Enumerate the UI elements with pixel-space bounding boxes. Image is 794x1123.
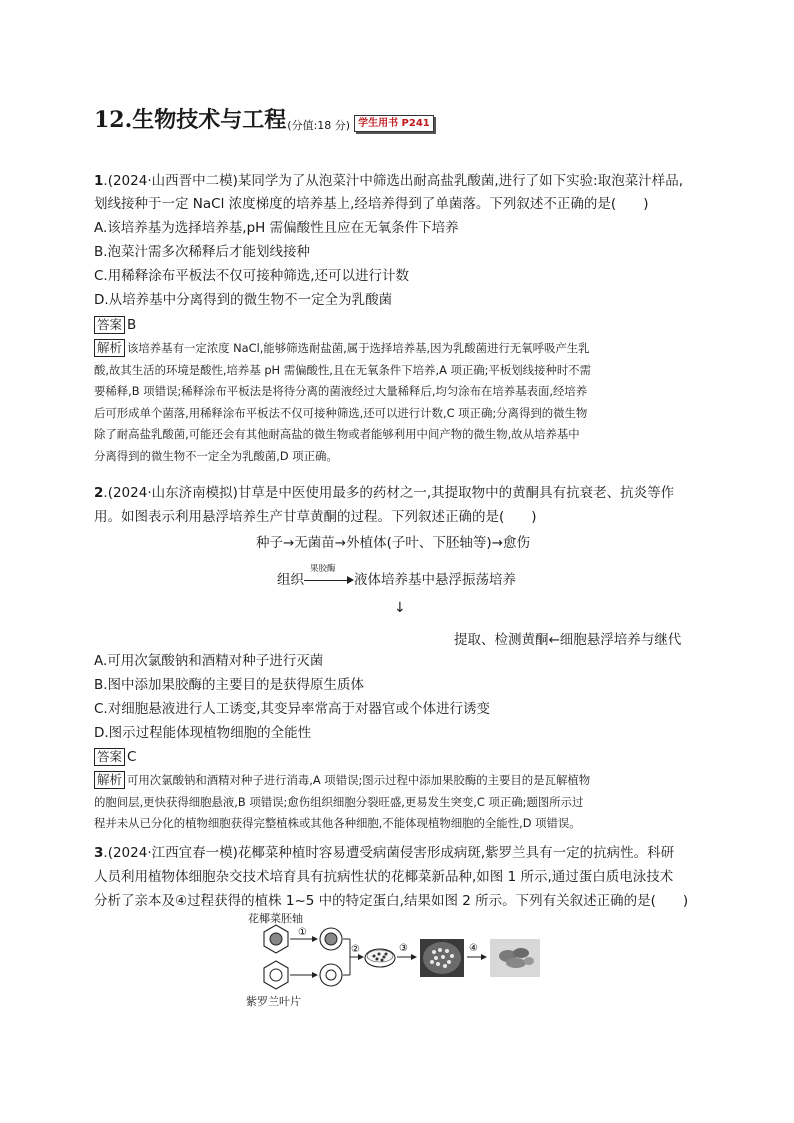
q1-option-a: A.该培养基为选择培养基,pH 需偏酸性且应在无氧条件下培养 bbox=[94, 220, 459, 236]
q2-flow-step-1: 种子→无菌苗→外植体(子叶、下胚轴等)→愈伤 bbox=[256, 535, 530, 551]
section-score: (分值:18 分) bbox=[287, 119, 351, 132]
q1-number: 1 bbox=[94, 173, 104, 189]
q2-flow-step-2: 组织 果胶酶 液体培养基中悬浮振荡培养 bbox=[277, 564, 516, 588]
q2-stem-line-1: 2.(2024·山东济南模拟)甘草是中医使用最多的药材之一,其提取物中的黄酮具有抗衰老、抗炎等作 bbox=[94, 485, 675, 501]
q3-stem-line-1: 3.(2024·江西宜春一模)花椰菜种植时容易遭受病菌侵害形成病斑,紫罗兰具有一定的抗病性。科研 bbox=[94, 845, 675, 861]
q2-answer-value: C bbox=[127, 749, 137, 765]
fusion-diagram bbox=[240, 906, 570, 1016]
q1-explanation: 解析 该培养基有一定浓度 NaCl,能够筛选耐盐菌,属于选择培养基,因为乳酸菌进行无氧呼吸产生乳 酸,故其生活的环境是酸性,培养基 pH 需偏酸性,且在无氧条件下培养,A 项正确;平板划线接种时不需 要稀释,B 项错误;稀释涂布平板法是将待分离的菌液经过大量稀释后,均匀涂布在培养基表面,经培养 后可形成单个菌落,用稀释涂布平板法不仅可接种筛选,还可以进行计数,C 项正确;分离得到的微生物 除了耐高盐乳酸菌,可能还会有其他耐高盐的微生物或者能够利用中间产物的微生物,故从培养基中 分离得到的微生物不一定全为乳酸菌,D 项正确。 bbox=[94, 340, 592, 463]
q2-stem-line-2: 用。如图表示利用悬浮培养生产甘草黄酮的过程。下列叙述正确的是( ) bbox=[94, 509, 537, 525]
answer-label: 答案 bbox=[94, 316, 125, 334]
q1-stem-line-2: 划线接种于一定 NaCl 浓度梯度的培养基上,经培养得到了单菌落。下列叙述不正确的是( ) bbox=[94, 196, 649, 212]
pectinase-arrow bbox=[304, 564, 354, 587]
q1-answer-value: B bbox=[127, 317, 137, 333]
cauliflower-hypocotyl-label: 花椰菜胚轴 bbox=[248, 912, 303, 925]
violet-leaf-label: 紫罗兰叶片 bbox=[246, 995, 301, 1008]
explanation-label: 解析 bbox=[94, 771, 125, 789]
student-book-tag: 学生用书 P241 bbox=[354, 115, 434, 132]
step-1-label: ① bbox=[298, 927, 307, 938]
q2-answer bbox=[94, 746, 714, 768]
q1-option-d: D.从培养基中分离得到的微生物不一定全为乳酸菌 bbox=[94, 292, 393, 308]
q1-option-c: C.用稀释涂布平板法不仅可接种筛选,还可以进行计数 bbox=[94, 268, 410, 284]
step-2-label: ② bbox=[351, 944, 360, 955]
q2-option-a: A.可用次氯酸钠和酒精对种子进行灭菌 bbox=[94, 653, 324, 669]
q2-number: 2 bbox=[94, 485, 104, 501]
explanation-label: 解析 bbox=[94, 339, 125, 357]
pectinase-label: 果胶酶 bbox=[310, 564, 336, 574]
q1-answer bbox=[94, 314, 714, 336]
q2-option-c: C.对细胞悬液进行人工诱变,其变异率常高于对器官或个体进行诱变 bbox=[94, 701, 491, 717]
q3-stem-line-3: 分析了亲本及④过程获得的植株 1~5 中的特定蛋白,结果如图 2 所示。下列有关叙述正确的是( ) bbox=[94, 893, 689, 909]
q3-stem-line-2: 人员利用植物体细胞杂交技术培育具有抗病性状的花椰菜新品种,如图 1 所示,通过蛋白质电泳技术 bbox=[94, 869, 674, 885]
section-header bbox=[94, 106, 434, 134]
q2-option-d: D.图示过程能体现植物细胞的全能性 bbox=[94, 725, 312, 741]
q3-number: 3 bbox=[94, 845, 104, 861]
q2-flow-step-3: 提取、检测黄酮←细胞悬浮培养与继代 bbox=[454, 632, 682, 648]
down-arrow: ↓ bbox=[394, 600, 406, 616]
q2-explanation: 解析 可用次氯酸钠和酒精对种子进行消毒,A 项错误;图示过程中添加果胶酶的主要目的是瓦解植物 的胞间层,更快获得细胞悬液,B 项错误;愈伤组织细胞分裂旺盛,更易发生突变,C 项正确;题图所示过 程并未从已分化的植物细胞获得完整植株或其他各种细胞,不能体现植物细胞的全能性,D 项错误。 bbox=[94, 772, 591, 830]
section-title: 12.生物技术与工程 bbox=[94, 107, 287, 133]
q2-option-b: B.图中添加果胶酶的主要目的是获得原生质体 bbox=[94, 677, 365, 693]
step-4-label: ④ bbox=[469, 943, 478, 954]
q1-stem-line-1: 1.(2024·山西晋中二模)某同学为了从泡菜汁中筛选出耐高盐乳酸菌,进行了如下实验:取泡菜汁样品, bbox=[94, 173, 684, 189]
q1-option-b: B.泡菜汁需多次稀释后才能划线接种 bbox=[94, 244, 311, 260]
answer-label: 答案 bbox=[94, 748, 125, 766]
step-3-label: ③ bbox=[399, 943, 408, 954]
q3-figure bbox=[240, 906, 570, 1016]
